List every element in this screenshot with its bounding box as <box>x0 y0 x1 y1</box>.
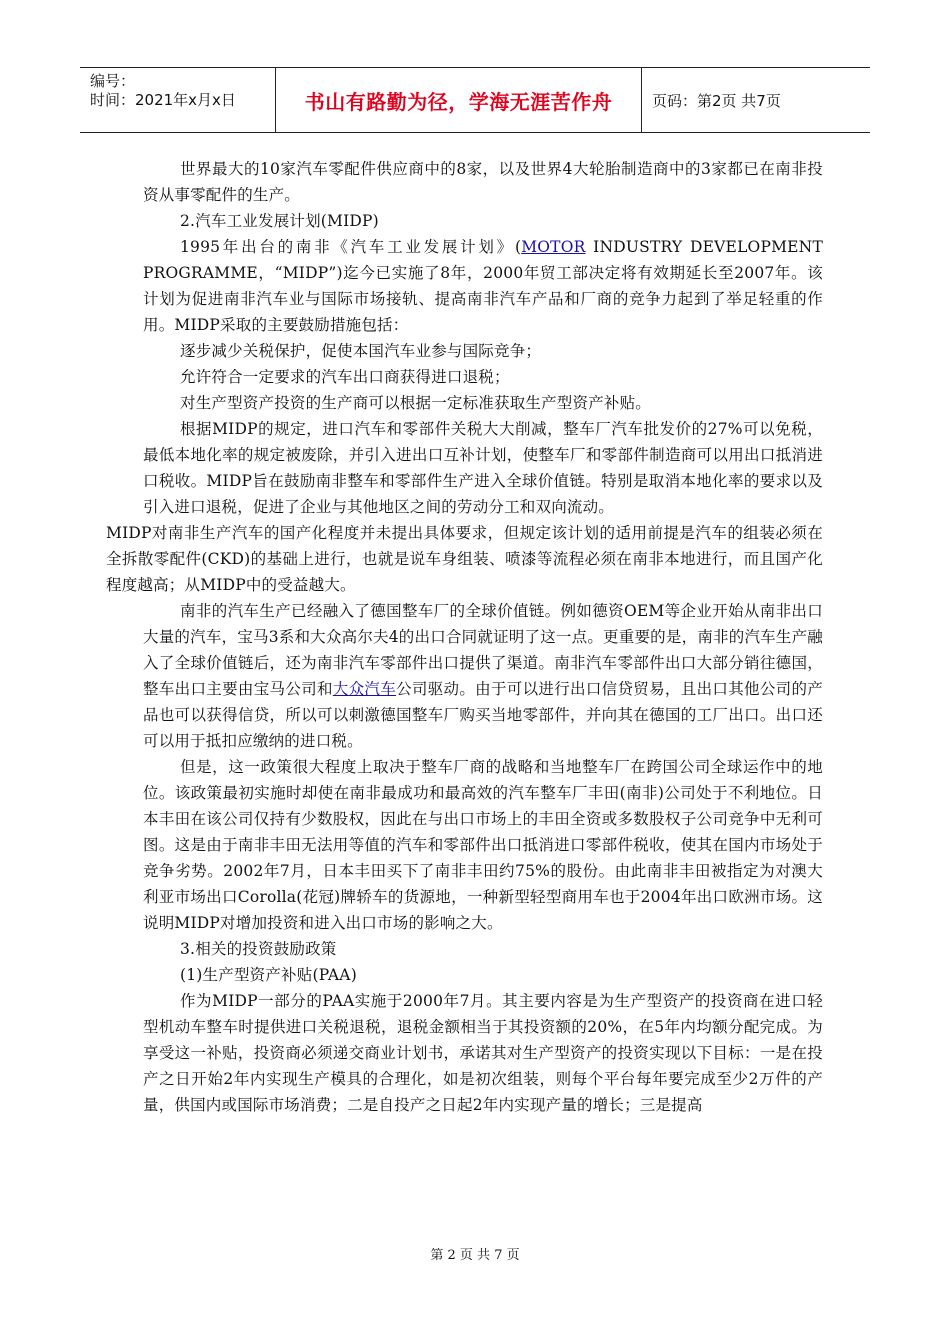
paragraph: 但是，这一政策很大程度上取决于整车厂商的战略和当地整车厂在跨国公司全球运作中的地位。该政策最初实施时却使在南非最成功和最高效的汽车整车厂丰田(南非)公司处于不利地位。日本丰田在该公司仅持有少数股权，因此在与出口市场上的丰田全资或多数股权子公司竞争中无利可图。这是由于南非丰田无法用等值的汽车和零部件出口抵消进口零部件税收，使其在国内市场处于竞争劣势。2002年7月，日本丰田买下了南非丰田约75%的股份。由此南非丰田被指定为对澳大利亚市场出口Corolla(花冠)牌轿车的货源地，一种新型轻型商用车也于2004年出口欧洲市场。这说明MIDP对增加投资和进入出口市场的影响之大。 <box>143 758 823 932</box>
paragraph <box>143 234 823 338</box>
page-number-label: 页码：第2页 共7页 <box>652 91 781 110</box>
document-body <box>106 156 823 1118</box>
paragraph: 作为MIDP一部分的PAA实施于2000年7月。其主要内容是为生产型资产的投资商在进口轻型机动车整车时提供进口关税退税，退税金额相当于其投资额的20%，在5年内均额分配完成。为享受这一补贴，投资商必须递交商业计划书，承诺其对生产型资产的投资实现以下目标：一是在投产之日开始2年内实现生产模具的合理化，如是初次组装，则每个平台每年要完成至少2万件的产量，供国内或国际市场消费；二是自投产之日起2年内实现产量的增长；三是提高 <box>143 992 823 1114</box>
header-info-cell <box>80 68 276 132</box>
paragraph-text: INDUSTRY DEVELOPMENT PROGRAMME，“MIDP”)迄今已实施了8年，2000年贸工部决定将有效期延长至2007年。该计划为促进南非汽车业与国际市场接轨、提高南非汽车产品和厂商的竞争力起到了举足轻重的作用。MIDP采取的主要鼓励措施包括： <box>143 238 823 334</box>
paragraph: 根据MIDP的规定，进口汽车和零部件关税大大削减，整车厂汽车批发价的27%可以免税，最低本地化率的规定被废除，并引入进出口互补计划，使整车厂和零部件制造商可以用出口抵消进口税收。MIDP旨在鼓励南非整车和零部件生产进入全球价值链。特别是取消本地化率的要求以及引入进口退税，促进了企业与其他地区之间的劳动分工和双向流动。 <box>143 420 823 516</box>
time-label: 时间：2021年x月x日 <box>90 91 236 109</box>
paragraph-text: 公司驱动。由于可以进行出口信贷贸易，且出口其他公司的产品也可以获得信贷，所以可以刺激德国整车厂购买当地零部件，并向其在德国的工厂出口。出口还可以用于抵扣应缴纳的进口税。 <box>143 680 823 750</box>
page-header <box>80 67 870 133</box>
list-item: 对生产型资产投资的生产商可以根据一定标准获取生产型资产补贴。 <box>180 394 652 412</box>
paragraph: 世界最大的10家汽车零配件供应商中的8家，以及世界4大轮胎制造商中的3家都已在南非投资从事零配件的生产。 <box>143 160 823 204</box>
page-footer: 第 2 页 共 7 页 <box>430 1248 520 1263</box>
paragraph-text: 南非的汽车生产已经融入了德国整车厂的全球价值链。例如德资OEM等企业开始从南非出口大量的汽车，宝马3系和大众高尔夫4的出口合同就证明了这一点。更重要的是，南非的汽车生产融入了全球价值链后，还为南非汽车零部件出口提供了渠道。南非汽车零部件出口大部分销往德国，整车出口主要由宝马公司和 <box>143 602 823 698</box>
header-page-cell <box>642 68 870 132</box>
paragraph-text: 1995年出台的南非《汽车工业发展计划》( <box>180 238 522 256</box>
subsection-heading: (1)生产型资产补贴(PAA) <box>180 966 357 984</box>
paragraph: MIDP对南非生产汽车的国产化程度并未提出具体要求，但规定该计划的适用前提是汽车的组装必须在全拆散零配件(CKD)的基础上进行，也就是说车身组装、喷漆等流程必须在南非本地进行，而且国产化程度越高；从MIDP中的受益越大。 <box>106 524 823 594</box>
list-item: 逐步减少关税保护，促使本国汽车业参与国际竞争； <box>180 342 542 360</box>
list-item: 允许符合一定要求的汽车出口商获得进口退税； <box>180 368 510 386</box>
section-heading: 2.汽车工业发展计划(MIDP) <box>180 212 379 230</box>
motor-link[interactable]: MOTOR <box>521 238 586 256</box>
motto-text: 书山有路勤为径，学海无涯苦作舟 <box>304 89 613 114</box>
paragraph <box>143 598 823 754</box>
code-label: 编号： <box>90 72 136 90</box>
section-heading: 3.相关的投资鼓励政策 <box>180 940 337 958</box>
volkswagen-link[interactable]: 大众汽车 <box>332 680 397 698</box>
header-motto-cell <box>276 68 642 132</box>
